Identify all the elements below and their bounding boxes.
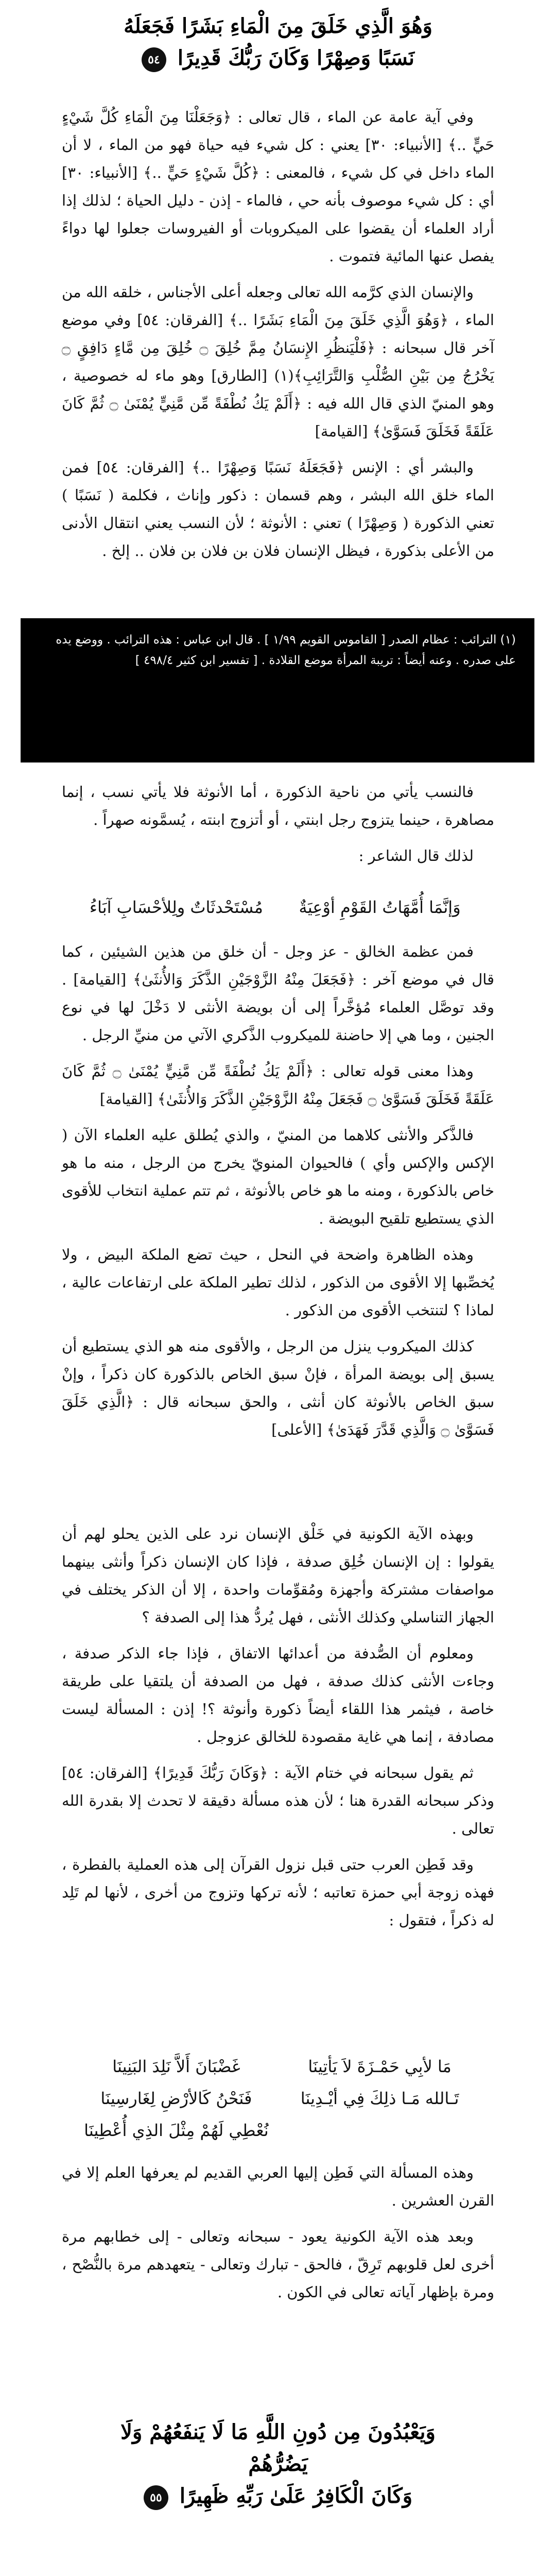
bottom-verse-banner <box>93 2416 463 2512</box>
section-2-body <box>62 938 494 1452</box>
paragraph: وفي آية عامة عن الماء ، قال تعالى : ﴿وَجَعَلْنَا مِنَ الْمَاءِ كُلَّ شَيْءٍ حَيٍّ ..﴾ [الأنبياء: ٣٠] يعني : كل شيء فيه حياة فهو من الماء ، لا أن الماء داخل في كل شيء ، فالمعنى : ﴿كُلَّ شَيْءٍ حَيٍّ ..﴾ [الأنبياء: ٣٠] أي : كل شيء موصوف بأنه حي ، فالماء - إذن - دليل الحياة ؛ لذلك إذا أراد العلماء أن يقضوا على الميكروبات أو الفيروسات جعلوا لها دواءً يفصل عنها المائية فتموت . <box>62 108 494 265</box>
bottom-verse-line-2-text: وَكَانَ الْكَافِرُ عَلَىٰ رَبِّهِ ظَهِيرًا <box>179 2484 413 2508</box>
poem-2 <box>82 2050 474 2146</box>
top-verse-banner <box>93 10 463 74</box>
poem-1 <box>82 891 474 923</box>
paragraph: وهذا معنى قوله تعالى : ﴿أَلَمْ يَكُ نُطْفَةً مِّن مَّنِيٍّ يُمْنَىٰ ۝ ثُمَّ كَانَ عَلَقَةً فَخَلَقَ فَسَوَّىٰ ۝ فَجَعَلَ مِنْهُ الزَّوْجَيْنِ الذَّكَرَ وَالأُنثَىٰ﴾ [القيامة] <box>62 1062 494 1108</box>
paragraph: وقد فَطِن العرب حتى قبل نزول القرآن إلى هذه العملية بالفطرة ، فهذه زوجة أبي حمزة تعاتبه ؛ لأنه تركها وتزوج من أخرى ، لأنها لم تَلِد له ذكراً ، فتقول : <box>62 1856 494 1929</box>
poem-hemistich-left: مُسْتَحْدثَاتٌ ولِلأحْسَابِ آبَاءُ <box>89 897 263 917</box>
top-verse-line-2 <box>93 42 463 74</box>
poem-hemistich-right: وَإنَّمَا أُمَّهَاتُ القَوْمِ أوْعِيَةٌ <box>299 897 461 917</box>
paragraph: وهذه الظاهرة واضحة في النحل ، حيث تضع الملكة البيض ، ولا يُخصِّبها إلا الأقوى من الذكور ، لذلك تطير الملكة على ارتفاعات عالية ، لماذا ؟ لتنتخب الأقوى من الذكور . <box>62 1246 494 1319</box>
top-verse-line-1: وَهُوَ الَّذِي خَلَقَ مِنَ الْمَاءِ بَشَرًا فَجَعَلَهُ <box>124 14 432 38</box>
poem-hemistich-right <box>286 2114 474 2146</box>
poem-hemistich-right: مَا لأبِي حَمْـزَةَ لاَ يَأتِينَا <box>308 2057 452 2076</box>
section-1 <box>62 103 494 573</box>
paragraph: وهذه المسألة التي فَطِن إليها العربي القديم لم يعرفها العلم إلا في القرن العشرين . <box>62 2164 494 2209</box>
poem-hemistich-left: غَضْبَانَ أَلاَّ نَلِدَ البَنِينَا <box>112 2057 240 2076</box>
paragraph: كذلك الميكروب ينزل من الرجل ، والأقوى منه هو الذي يستطيع أن يسبق إلى بويضة المرأة ، فإنْ سبق الخاص بالذكورة كان ذكراً ، وإنْ سبق الخاص بالأنوثة كان أنثى ، والحق سبحانه قال : ﴿الَّذِي خَلَقَ فَسَوَّىٰ ۝ وَالَّذِي قَدَّرَ فَهَدَىٰ﴾ [الأعلى] <box>62 1337 494 1438</box>
bottom-verse-line-2 <box>93 2480 463 2512</box>
section-2-intro <box>62 778 494 878</box>
paragraph: وبعد هذه الآية الكونية يعود - سبحانه وتعالى - إلى خطابهم مرة أخرى لعل قلوبهم تَرِقّ ، فالحق - تبارك وتعالى - يتعهدهم مرة بالنُّصْح ، ومرة بإظهار آياته تعالى في الكون . <box>62 2228 494 2301</box>
bottom-verse-line-1: وَيَعْبُدُونَ مِن دُونِ اللَّهِ مَا لَا يَنفَعُهُمْ وَلَا يَضُرُّهُمْ <box>120 2420 436 2476</box>
footnote-text: (١) الترائب : عظام الصدر [ القاموس القويم ١/٩٩ ] . قال ابن عباس : هذه الترائب . ووضع يده على صدره . وعنه أيضاً : تريبة المرأة موضع القلادة . [ تفسير ابن كثير ٤٩٨/٤ ] <box>56 633 516 667</box>
paragraph: لذلك قال الشاعر : <box>358 847 474 865</box>
poem-row <box>82 2050 474 2082</box>
footnote-box <box>21 618 534 762</box>
paragraph: وبهذه الآية الكونية في خَلْق الإنسان نرد على الذين يحلو لهم أن يقولوا : إن الإنسان خُلِق صدفة ، فإذا كان الإنسان ذكراً وأنثى بينهما مواصفات مشتركة وأجهزة ومُقوِّمات واحدة ، إلا أن الذكر يختلف في الجهاز التناسلي وكذلك الأنثى ، فهل يُردُّ هذا إلى الصدفة ؟ <box>62 1525 494 1626</box>
section-4 <box>62 2159 494 2314</box>
poem-hemistich-right: تَـالله مَـا ذلِكَ فِي أيْـدِينَا <box>300 2089 459 2108</box>
paragraph: فالنسب يأتي من ناحية الذكورة ، أما الأنوثة فلا يأتي نسب ، إنما مصاهرة ، حينما يتزوج رجل ابنتي ، أو أتزوج ابنته ، يُسمَّونه صهراً . <box>62 783 494 828</box>
paragraph: والبشر أي : الإنس ﴿فَجَعَلَهُ نَسَبًا وَصِهْرًا ..﴾ [الفرقان: ٥٤] فمن الماء خلق الله البشر ، وهم قسمان : ذكور وإناث ، فكلمة ( نَسَبًا ) تعني الذكورة ( وَصِهْرًا ) تعني : الأنوثة ؛ لأن النسب يعني انتقال الأدنى من الأعلى بذكورة ، فيظل الإنسان فلان بن فلان بن فلان .. إلخ . <box>62 459 494 560</box>
poem-hemistich-left: فَنَحْنُ كَالأرْضِ لِغَارسِينَا <box>100 2089 252 2108</box>
poem-row <box>82 891 474 923</box>
section-3 <box>62 1520 494 1942</box>
top-verse-line-2-text: نَسَبًا وَصِهْرًا وَكَانَ رَبُّكَ قَدِيرًا <box>177 46 415 70</box>
paragraph: والإنسان الذي كرَّمه الله تعالى وجعله أعلى الأجناس ، خلقه الله من الماء ، ﴿وَهُوَ الَّذِي خَلَقَ مِنَ الْمَاءِ بَشَرًا ..﴾ [الفرقان: ٥٤] وفي موضع آخر قال سبحانه : ﴿فَلْيَنظُرِ الإِنسَانُ مِمَّ خُلِقَ ۝ خُلِقَ مِن مَّاءٍ دَافِقٍ ۝ يَخْرُجُ مِن بَيْنِ الصُّلْبِ وَالتَّرَائِبِ﴾(١) [الطارق] وهو ماء له خصوصية ، وهو المنيّ الذي قال الله فيه : ﴿أَلَمْ يَكُ نُطْفَةً مِّن مَّنِيٍّ يُمْنَىٰ ۝ ثُمَّ كَانَ عَلَقَةً فَخَلَقَ فَسَوَّىٰ﴾ [القيامة] <box>62 283 494 440</box>
paragraph: فمن عظمة الخالق - عز وجل - أن خلق من هذين الشيئين ، كما قال في موضع آخر : ﴿فَجَعَلَ مِنْهُ الزَّوْجَيْنِ الذَّكَرَ وَالأُنثَىٰ﴾ [القيامة] . وقد توصَّل العلماء مُؤخَّراً إلى أن بويضة الأنثى لا دَخْلَ لها في نوع الجنين ، وما هي إلا حاضنة للميكروب الذَّكري الآتي من منيِّ الرجل . <box>62 943 494 1044</box>
poem-row <box>82 2114 474 2146</box>
paragraph: ومعلوم أن الصُّدفة من أعدائها الاتفاق ، فإذا جاء الذكر صدفة ، وجاءت الأنثى كذلك صدفة ، فهل من الصدفة أن يلتقيا على طريقة خاصة ، فيثمر هذا اللقاء أيضاً ذكورة وأنوثة ؟! إذن : المسألة ليست مصادفة ، إنما هي غاية مقصودة للخالق عزوجل . <box>62 1645 494 1745</box>
paragraph: فالذَّكر والأنثى كلاهما من المنيّ ، والذي يُطلق عليه العلماء الآن ( الإكس والإكس وأي ) فالحيوان المنويّ يخرج من الرجل ، منه ما هو خاص بالذكورة ، ومنه ما هو خاص بالأنوثة ، ثم تتم عملية انتخاب للأقوى الذي يستطيع تلقيح البويضة . <box>62 1126 494 1227</box>
poem-hemistich-left: نُعْطِي لَهُمْ مِثْلَ الذِي أُعْطِينَا <box>84 2121 269 2140</box>
top-verse-number: ٥٤ <box>142 47 166 72</box>
paragraph: ثم يقول سبحانه في ختام الآية : ﴿وَكَانَ رَبُّكَ قَدِيرًا﴾ [الفرقان: ٥٤] وذكر سبحانه القدرة هنا ؛ لأن هذه مسألة دقيقة لا تحدث إلا بقدرة الله تعالى . <box>62 1764 494 1837</box>
poem-row <box>82 2082 474 2114</box>
bottom-verse-number: ٥٥ <box>144 2485 168 2510</box>
